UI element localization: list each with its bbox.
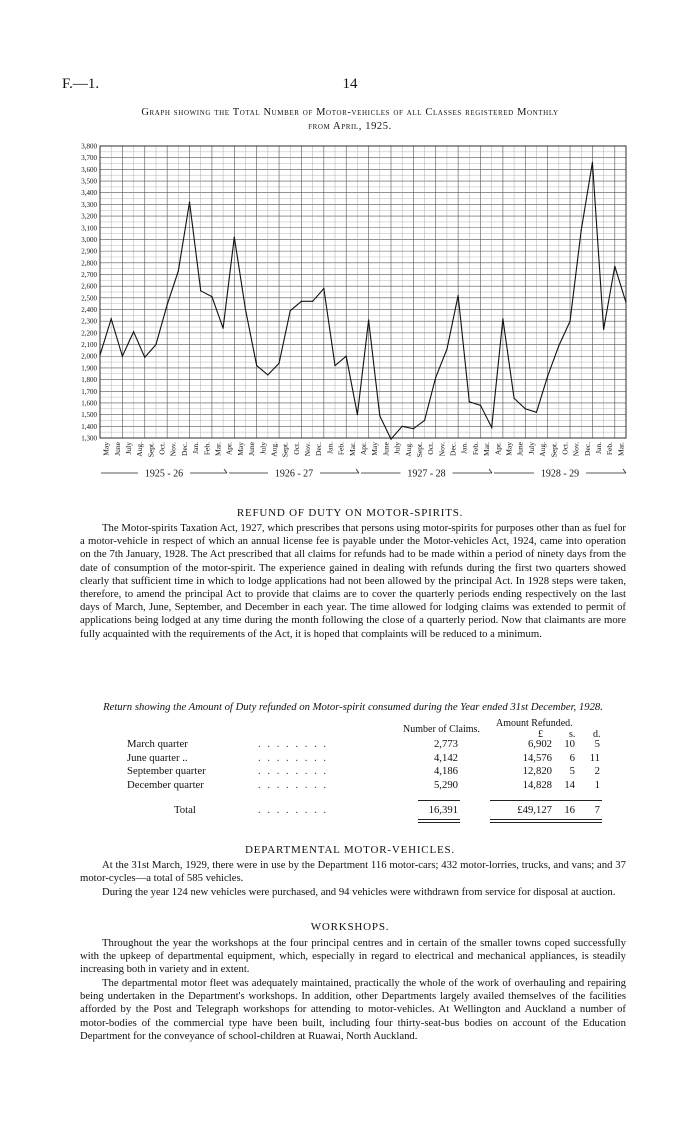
x-tick-label: Jan. bbox=[325, 442, 335, 454]
data-point bbox=[245, 309, 246, 310]
quarter-label: December quarter bbox=[127, 778, 204, 791]
data-point bbox=[312, 301, 313, 302]
x-tick-label: Mar. bbox=[482, 442, 492, 456]
y-tick-label: 2,700 bbox=[81, 270, 97, 279]
data-point bbox=[368, 319, 369, 320]
data-point bbox=[446, 349, 447, 350]
y-tick-label: 3,500 bbox=[81, 177, 97, 186]
data-point bbox=[614, 266, 615, 267]
data-point bbox=[189, 201, 190, 202]
total-label: Total bbox=[174, 804, 196, 816]
data-point bbox=[290, 310, 291, 311]
y-tick-label: 1,700 bbox=[81, 387, 97, 396]
period-bracket-end bbox=[356, 469, 359, 473]
data-point bbox=[278, 363, 279, 364]
x-tick-label: June bbox=[112, 442, 122, 456]
x-tick-label: Apr. bbox=[359, 442, 368, 456]
x-tick-label: Aug. bbox=[269, 442, 279, 457]
y-tick-label: 3,600 bbox=[81, 165, 97, 174]
y-tick-label: 2,800 bbox=[81, 259, 97, 268]
claims-value: 2,773 bbox=[433, 738, 458, 750]
quarter-label: September quarter bbox=[127, 765, 206, 777]
period-label: 1926 - 27 bbox=[274, 468, 314, 480]
data-point bbox=[167, 304, 168, 305]
x-tick-label: Oct. bbox=[291, 442, 301, 455]
y-tick-label: 2,900 bbox=[81, 247, 97, 256]
x-tick-label: May bbox=[504, 442, 514, 456]
dot-leader: . . . . . . . . bbox=[258, 751, 329, 764]
data-point bbox=[625, 302, 626, 303]
y-tick-label: 2,000 bbox=[81, 352, 97, 361]
data-point bbox=[402, 426, 403, 427]
x-tick-label: Nov. bbox=[168, 442, 178, 457]
x-tick-label: Nov. bbox=[571, 442, 581, 457]
claims-value: 4,142 bbox=[433, 751, 458, 764]
data-point bbox=[323, 288, 324, 289]
pence-value: 5 bbox=[594, 738, 600, 750]
pence-value: 11 bbox=[589, 751, 600, 764]
pounds-value: 14,828 bbox=[522, 778, 552, 791]
y-tick-label: 3,400 bbox=[81, 189, 97, 198]
data-point bbox=[469, 401, 470, 402]
data-point bbox=[513, 398, 514, 399]
x-tick-label: Aug. bbox=[135, 442, 145, 457]
claims-value: 5,290 bbox=[433, 778, 458, 791]
pounds-value: 6,902 bbox=[527, 738, 552, 750]
data-point bbox=[256, 365, 257, 366]
col-amount-header: Amount Refunded. bbox=[496, 718, 573, 729]
col-claims-header: Number of Claims. bbox=[403, 724, 480, 735]
data-point bbox=[547, 375, 548, 376]
period-bracket-end bbox=[224, 469, 227, 473]
x-tick-label: Feb. bbox=[202, 442, 212, 456]
x-tick-label: Mar. bbox=[347, 442, 357, 456]
departmental-para2: During the year 124 new vehicles were purchased, and 94 vehicles were withdrawn from service for disposal at auction. bbox=[102, 886, 616, 898]
col-pence-header: d. bbox=[593, 729, 601, 740]
pounds-value: 14,576 bbox=[522, 751, 552, 764]
x-tick-label: June bbox=[381, 442, 391, 456]
data-point bbox=[111, 318, 112, 319]
x-tick-label: July bbox=[392, 442, 402, 455]
data-point bbox=[569, 321, 570, 322]
total-pence: 7 bbox=[594, 804, 600, 816]
data-point bbox=[480, 405, 481, 406]
x-tick-label: May bbox=[235, 442, 245, 456]
data-point bbox=[357, 414, 358, 415]
data-point bbox=[144, 357, 145, 358]
data-point bbox=[424, 420, 425, 421]
data-point bbox=[155, 344, 156, 345]
pence-value: 1 bbox=[594, 778, 600, 791]
y-tick-label: 1,600 bbox=[81, 399, 97, 408]
data-point bbox=[133, 331, 134, 332]
data-point bbox=[581, 229, 582, 230]
x-tick-label: Apr. bbox=[493, 442, 503, 456]
period-bracket-end bbox=[489, 469, 492, 473]
data-point bbox=[346, 356, 347, 357]
x-tick-label: Aug. bbox=[538, 442, 548, 457]
y-tick-label: 1,900 bbox=[81, 364, 97, 373]
y-tick-label: 2,400 bbox=[81, 306, 97, 315]
data-point bbox=[525, 408, 526, 409]
data-point bbox=[200, 290, 201, 291]
total-rule bbox=[490, 822, 602, 823]
x-tick-label: Oct. bbox=[426, 442, 436, 455]
departmental-heading: DEPARTMENTAL MOTOR-VEHICLES. bbox=[245, 844, 455, 856]
x-tick-label: Nov. bbox=[437, 442, 447, 457]
y-tick-label: 1,400 bbox=[81, 422, 97, 431]
data-point bbox=[334, 365, 335, 366]
data-point bbox=[435, 377, 436, 378]
x-tick-label: Apr. bbox=[224, 442, 234, 456]
data-point bbox=[223, 328, 224, 329]
registrations-chart bbox=[0, 0, 700, 490]
x-tick-label: Feb. bbox=[336, 442, 346, 456]
data-point bbox=[458, 295, 459, 296]
x-tick-label: May bbox=[370, 442, 380, 456]
x-tick-label: Dec. bbox=[314, 442, 324, 456]
departmental-para1: At the 31st March, 1929, there were in use by the Department 116 motor-cars; 432 motor-lorries, trucks, and vans; and 37 motor-cycles—a total of 585 vehicles. bbox=[80, 859, 626, 885]
data-point bbox=[603, 329, 604, 330]
shillings-value: 5 bbox=[569, 765, 575, 777]
data-point bbox=[558, 345, 559, 346]
col-shillings-header: s. bbox=[569, 729, 576, 740]
x-tick-label: Dec. bbox=[179, 442, 189, 456]
x-tick-label: Feb. bbox=[470, 442, 480, 456]
y-tick-label: 2,300 bbox=[81, 317, 97, 326]
total-claims: 16,391 bbox=[428, 804, 458, 816]
data-point bbox=[413, 428, 414, 429]
x-tick-label: Jan. bbox=[459, 442, 469, 454]
claims-value: 4,186 bbox=[433, 765, 458, 777]
data-point bbox=[301, 301, 302, 302]
data-point bbox=[234, 237, 235, 238]
y-tick-label: 3,000 bbox=[81, 235, 97, 244]
y-tick-label: 1,300 bbox=[81, 434, 97, 443]
data-point bbox=[502, 318, 503, 319]
quarter-label: March quarter bbox=[127, 738, 188, 750]
pence-value: 2 bbox=[594, 765, 600, 777]
x-tick-label: Sept. bbox=[414, 442, 424, 458]
refund-heading: REFUND OF DUTY ON MOTOR-SPIRITS. bbox=[236, 507, 464, 519]
x-tick-label: June bbox=[515, 442, 525, 456]
y-tick-label: 2,200 bbox=[81, 329, 97, 338]
data-point bbox=[491, 427, 492, 428]
x-tick-label: July bbox=[123, 442, 133, 455]
series-line bbox=[100, 162, 626, 439]
page-number: 14 bbox=[342, 76, 358, 92]
dot-leader: . . . . . . . . bbox=[258, 804, 329, 816]
period-bracket-end bbox=[623, 469, 626, 473]
dot-leader: . . . . . . . . bbox=[258, 738, 329, 750]
total-pounds: £49,127 bbox=[517, 804, 552, 816]
x-tick-label: Nov. bbox=[303, 442, 313, 457]
y-tick-label: 1,500 bbox=[81, 411, 97, 420]
x-tick-label: Mar. bbox=[616, 442, 626, 456]
data-point bbox=[592, 162, 593, 163]
total-shillings: 16 bbox=[564, 804, 575, 816]
y-tick-label: 3,100 bbox=[81, 224, 97, 233]
y-tick-label: 2,100 bbox=[81, 341, 97, 350]
total-rule bbox=[490, 800, 602, 801]
y-tick-label: 2,500 bbox=[81, 294, 97, 303]
y-tick-label: 2,600 bbox=[81, 282, 97, 291]
return-table-title: Return showing the Amount of Duty refunded on Motor-spirit consumed during the Year ended 31st December, 1928. bbox=[103, 701, 603, 713]
data-point bbox=[390, 439, 391, 440]
dot-leader: . . . . . . . . bbox=[258, 765, 329, 777]
x-tick-label: May bbox=[101, 442, 111, 456]
x-tick-label: Oct. bbox=[560, 442, 570, 455]
header-left: F.—1. bbox=[62, 76, 100, 92]
refund-paragraph: The Motor-spirits Taxation Act, 1927, which prescribes that persons using motor-spirits for purposes other than as fuel for a motor-vehicle in respect of which an annual license fee is payable under the Motor-vehicles Act, 1924, came into operation on the 7th January, 1928. The Act prescribed that all claims for refunds had to be made within a period of ninety days from the date of consumption of the motor-spirit. The experience gained in dealing with refunds during the first two quarters showed clearly that sufficient time in which to lodge applications had not been allowed by the principal Act. In 1928 steps were taken, therefore, to amend the principal Act to provide that claims are to cover the quarterly periods ending respectively on the last days of March, June, September, and December in each year. The time allowed for lodging claims was extended to permit of applications being lodged at any time during the month following the close of a quarterly period. Now that claimants are more fully acquainted with the requirements of the Act, it is hoped that complaints will be reduced to a minimum. bbox=[80, 522, 626, 640]
period-label: 1925 - 26 bbox=[144, 468, 184, 480]
y-tick-label: 3,700 bbox=[81, 154, 97, 163]
y-tick-label: 3,200 bbox=[81, 212, 97, 221]
y-tick-label: 3,800 bbox=[81, 142, 97, 151]
dot-leader: . . . . . . . . bbox=[258, 778, 329, 791]
y-tick-label: 3,300 bbox=[81, 200, 97, 209]
x-tick-label: Oct. bbox=[157, 442, 167, 455]
x-tick-label: Feb. bbox=[605, 442, 615, 456]
graph-title-line2: from April, 1925. bbox=[308, 121, 392, 132]
shillings-value: 14 bbox=[564, 778, 575, 791]
x-tick-label: July bbox=[526, 442, 536, 455]
x-tick-label: Sept. bbox=[549, 442, 559, 458]
x-tick-label: Dec. bbox=[448, 442, 458, 456]
quarter-label: June quarter .. bbox=[127, 751, 188, 764]
data-point bbox=[122, 356, 123, 357]
data-point bbox=[178, 270, 179, 271]
x-tick-label: Jan. bbox=[191, 442, 201, 454]
period-label: 1928 - 29 bbox=[540, 468, 580, 480]
data-point bbox=[536, 412, 537, 413]
shillings-value: 6 bbox=[569, 751, 575, 764]
x-tick-label: Sept. bbox=[280, 442, 290, 458]
workshops-heading: WORKSHOPS. bbox=[310, 921, 390, 933]
total-rule bbox=[418, 822, 460, 823]
x-tick-label: June bbox=[247, 442, 257, 456]
data-point bbox=[99, 354, 100, 355]
graph-title-line1: Graph showing the Total Number of Motor-vehicles of all Classes registered Monthly bbox=[141, 107, 559, 118]
data-point bbox=[379, 415, 380, 416]
x-tick-label: Jan. bbox=[594, 442, 604, 454]
workshops-para2: The departmental motor fleet was adequately maintained, practically the whole of the work of overhauling and repairing being undertaken in the Department's workshops. In addition, other Departments largely availed themselves of the facilities afforded by the Post and Telegraph workshops for attending to motor-vehicles. At Wellington and Auckland a number of motor-bodies of the commercial type have been built, including four thirty-seat-bus bodies on account of the Education Department for the conveyance of school-children at Ruawai, North Auckland. bbox=[80, 977, 626, 1042]
total-rule bbox=[418, 819, 460, 820]
col-pounds-header: £ bbox=[538, 729, 543, 740]
x-tick-label: Mar. bbox=[213, 442, 223, 456]
data-point bbox=[211, 296, 212, 297]
total-rule bbox=[418, 800, 460, 801]
x-tick-label: Dec. bbox=[582, 442, 592, 456]
data-point bbox=[267, 374, 268, 375]
x-tick-label: July bbox=[258, 442, 268, 455]
y-tick-label: 1,800 bbox=[81, 376, 97, 385]
x-tick-label: Sept. bbox=[146, 442, 156, 458]
total-rule bbox=[490, 819, 602, 820]
shillings-value: 10 bbox=[564, 738, 575, 750]
workshops-para1: Throughout the year the workshops at the four principal centres and in certain of the smaller towns coped successfully with the upkeep of departmental equipment, which, especially in regard to electrical and mechanical appliances, is steadily increasing both in variety and in extent. bbox=[80, 937, 626, 976]
x-tick-label: Aug. bbox=[403, 442, 413, 457]
period-label: 1927 - 28 bbox=[407, 468, 446, 480]
pounds-value: 12,820 bbox=[522, 765, 552, 777]
